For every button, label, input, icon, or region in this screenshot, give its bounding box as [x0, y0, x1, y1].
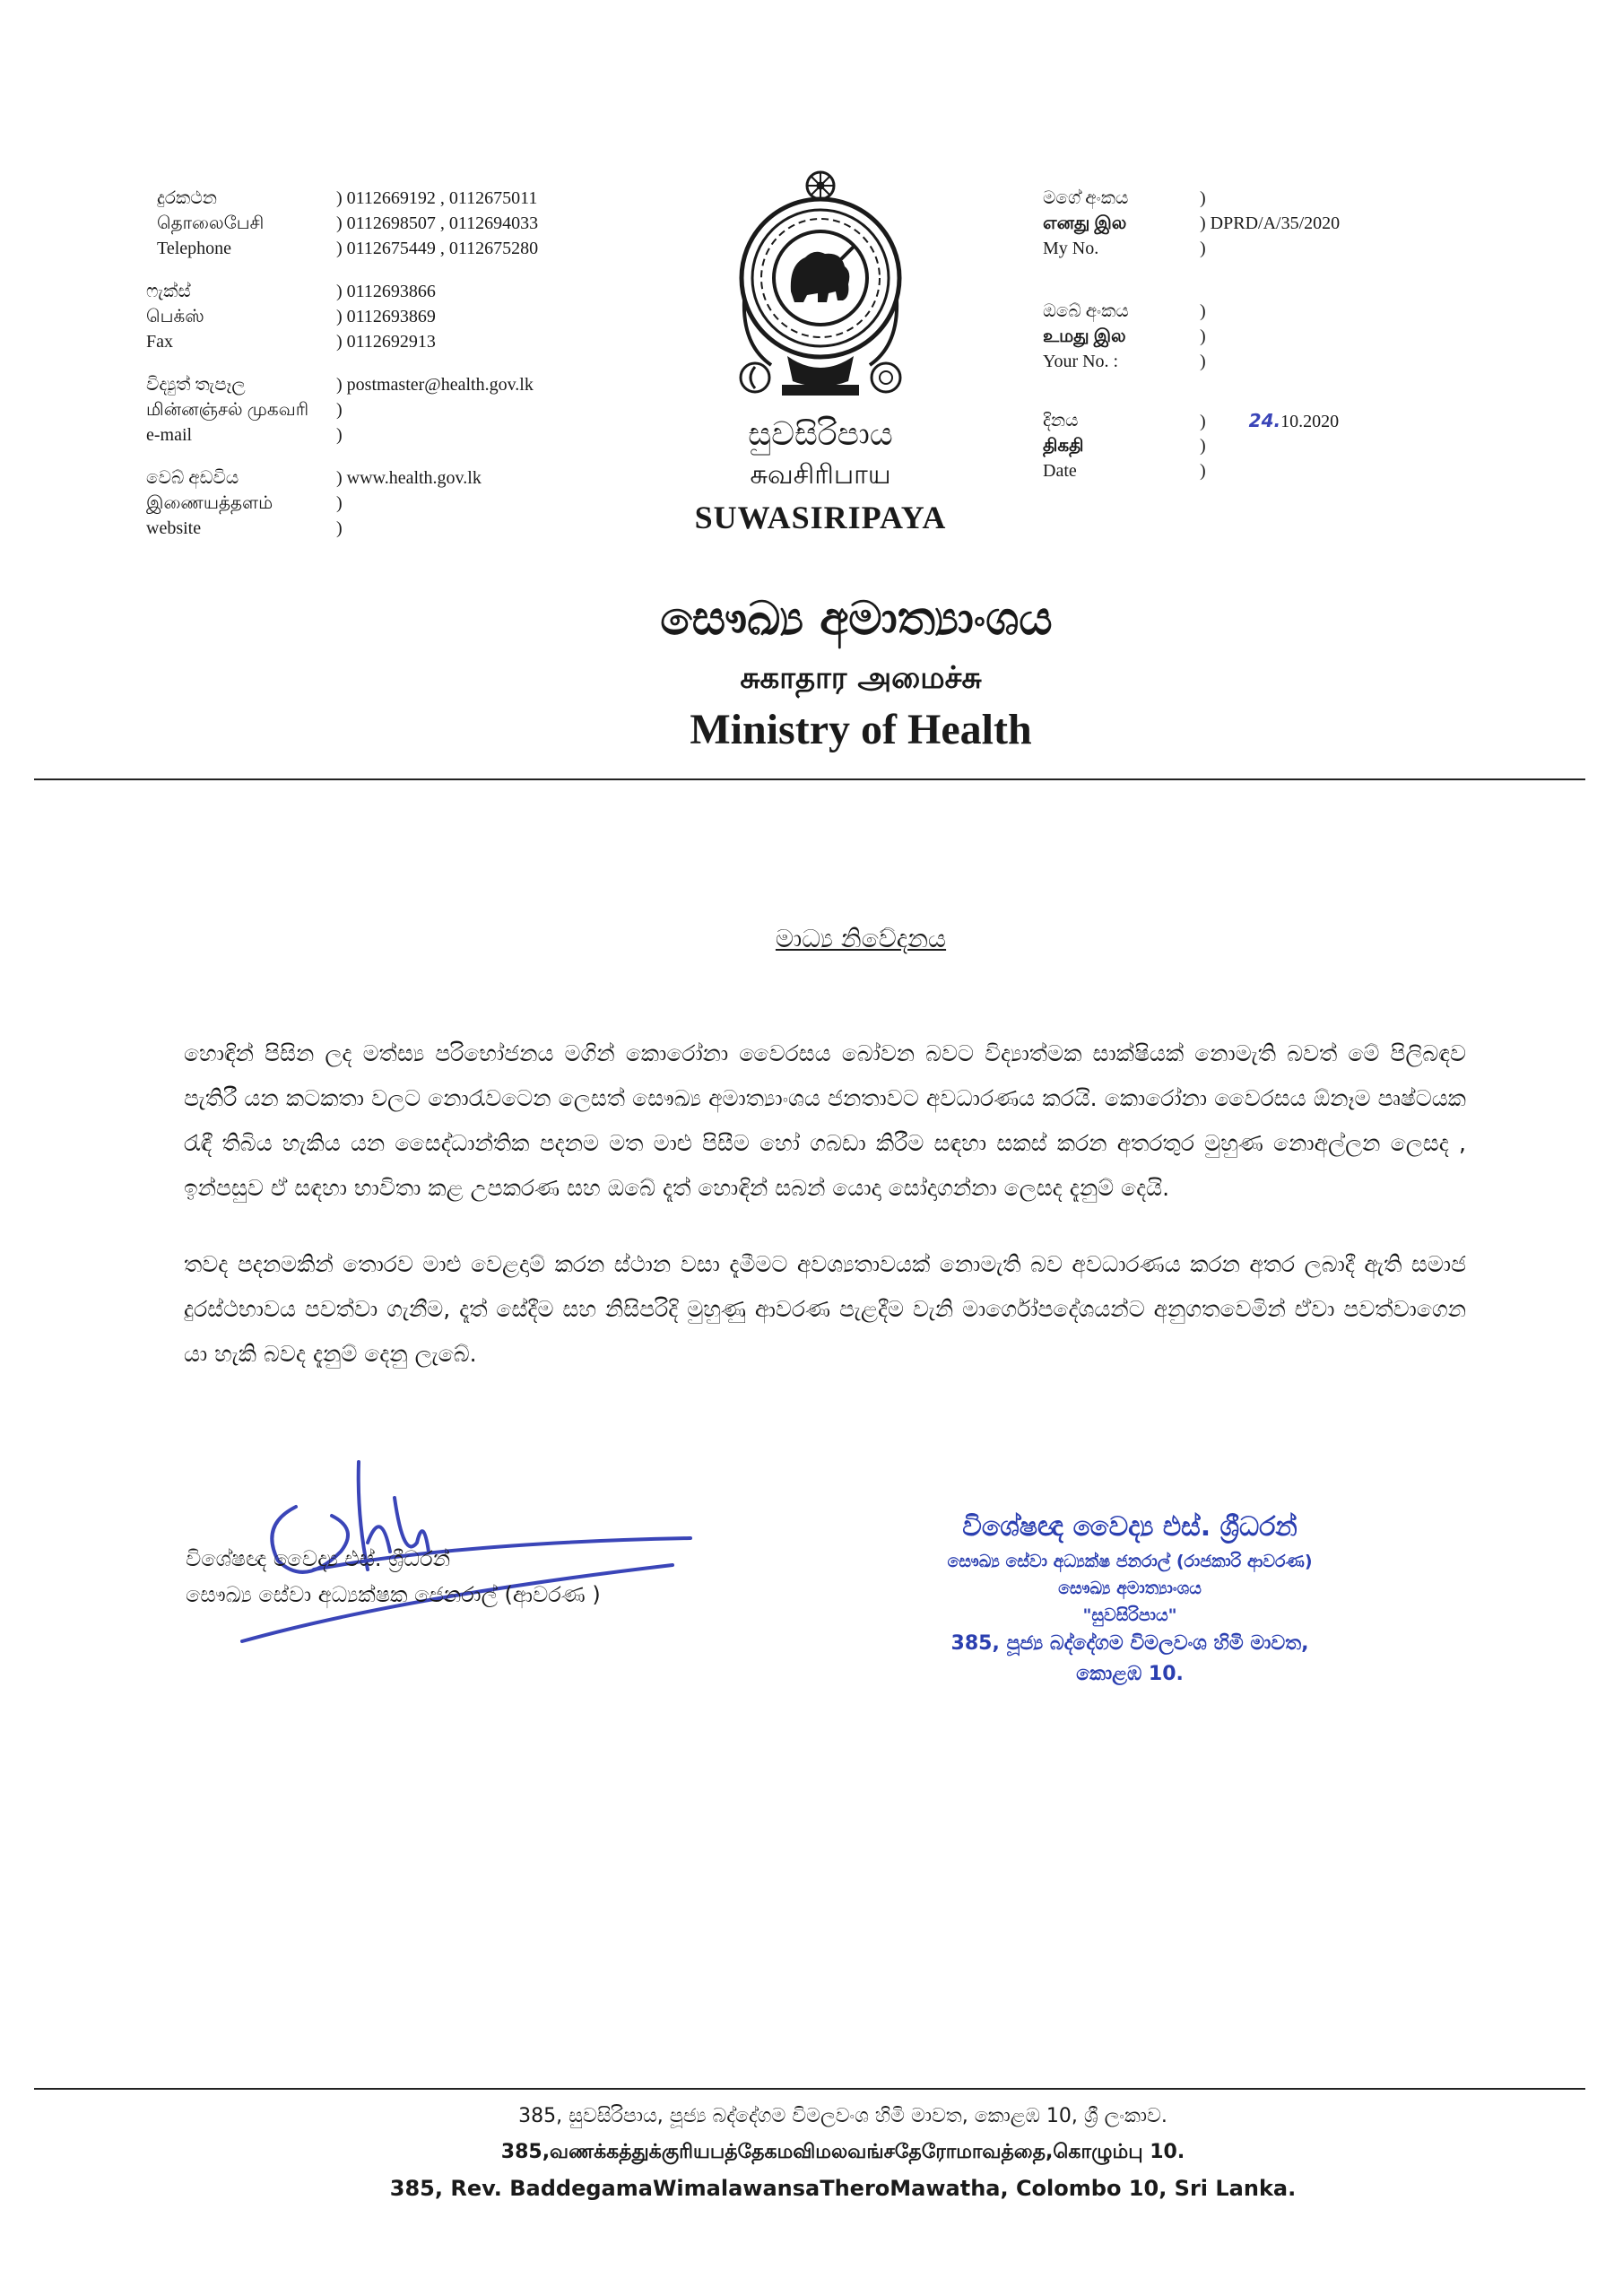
- telephone-label-ta: தொலைபேசி: [157, 213, 265, 233]
- email-group: [146, 372, 648, 448]
- fax-label-en: Fax: [146, 332, 173, 352]
- document-title: මාධ්‍ය නිවේදනය: [775, 924, 947, 953]
- signatory-name: විශේෂඥ වෛද්‍ය එස්. ශ්‍රීධරන්: [186, 1546, 451, 1571]
- your-no-value-2: ): [1200, 326, 1206, 346]
- suwasiripaya-sinhala: සුවසිරිපාය: [748, 416, 893, 453]
- official-stamp: [807, 1507, 1453, 1690]
- my-no-label-ta: எனது இல: [1043, 213, 1127, 233]
- date-handwritten-day: 24.: [1248, 410, 1281, 431]
- my-no-value-1: ): [1200, 188, 1206, 208]
- website-label-ta: இணையத்தளம்: [146, 493, 273, 513]
- fax-value-1: ) 0112693866: [336, 282, 436, 301]
- date-value: [1200, 408, 1419, 433]
- website-label-en: website: [146, 518, 202, 538]
- suwasiripaya-tamil: சுவசிரிபாய: [750, 459, 891, 491]
- date-label-si: දිනය: [1043, 411, 1079, 430]
- stamp-ministry: සෞඛ්‍ය අමාත්‍යාංශය: [1058, 1578, 1202, 1598]
- suwasiripaya-english: SUWASIRIPAYA: [694, 500, 947, 535]
- telephone-value-2: ) 0112698507 , 0112694033: [336, 213, 539, 233]
- telephone-value-1: ) 0112669192 , 0112675011: [336, 188, 538, 208]
- email-value[interactable]: ) postmaster@health.gov.lk: [336, 375, 534, 395]
- your-no-label-en: Your No. :: [1043, 352, 1119, 371]
- date-group: [1043, 408, 1419, 483]
- contact-block: [146, 186, 648, 559]
- telephone-label-si: දුරකථන: [157, 188, 217, 208]
- your-no-value-1: ): [1200, 301, 1206, 321]
- stamp-designation: සෞඛ්‍ය සේවා අධ්‍යක්ෂ ජනරාල් (රාජකාරි ආවරණ): [947, 1552, 1313, 1571]
- paragraph-2: තවද පදනමකින් තොරව මාළු වෙළදාම් කරන ස්ථාන වසා දැමීමට අවශ්‍යතාවයක් නොමැති බව අවධාරණය කරන අතර ලබාදී ඇති සමාජ දුරස්ථභාවය පවත්වා ගැනීම, දෑත් සේදීම සහ නිසිපරිදි මුහුණු ආවරණ පැළදීම වැනි මාර්ගෝපදේශයන්ට අනුගතවෙමින් ඒවා පවත්වාගෙන යා හැකි බවද දැනුම් දෙනු ලැබේ.: [184, 1251, 1466, 1367]
- fax-label-si: ෆැක්ස්: [146, 282, 191, 301]
- date-value-2: ): [1200, 436, 1206, 456]
- my-no-label-si: මගේ අංකය: [1043, 188, 1129, 208]
- paragraph-1: හොඳින් පිසින ලද මත්ස්‍ය පරිභෝජනය මගින් කොරෝනා වෛරසය බෝවන බවට විද්‍යාත්මක සාක්ෂියක් නොමැති බවත් මේ පිලිබඳව පැතිරී යන කටකතා වලට නොරැවටෙන ලෙසත් සෞඛ්‍ය අමාත්‍යාංශය ජනතාවට අවධාරණය කරයි. කොරෝනා වෛරසය ඕනෑම පෘෂ්ටයක රැඳී තිබිය හැකිය යන සෛද්ධාන්තික පදනම මත මාළු පිසීම හෝ ගබඩා කිරීම සඳහා සකස් කරන අතරතුර මුහුණ නොඅල්ලන ලෙසද , ඉන්පසුව ඒ සඳහා භාවිතා කළ උපකරණ සහ ඔබේ දෑත් හොඳින් සබන් යොදා සෝදාගන්නා ලෙසද දැනුම් දෙයි.: [184, 1040, 1466, 1201]
- email-value-2: ): [336, 400, 343, 420]
- date-value-3: ): [1200, 461, 1206, 481]
- fax-label-ta: பெக்ஸ்: [146, 307, 204, 326]
- website-group: [146, 465, 648, 541]
- telephone-group: [146, 186, 648, 261]
- email-label-ta: மின்னஞ்சல் முகவரி: [146, 400, 309, 420]
- my-no-value: ) DPRD/A/35/2020: [1200, 213, 1341, 233]
- header-divider: [34, 778, 1585, 780]
- fax-value-2: ) 0112693869: [336, 307, 436, 326]
- date-paren: ): [1200, 412, 1206, 431]
- fax-value-3: ) 0112692913: [336, 332, 436, 352]
- email-label-si: විද්‍යුත් තැපෑල: [146, 375, 246, 395]
- footer-divider: [34, 2088, 1585, 2090]
- date-label-ta: திகதி: [1043, 436, 1084, 456]
- ministry-english: Ministry of Health: [690, 706, 1032, 753]
- date-rest: 10.2020: [1280, 412, 1340, 431]
- telephone-value-3: ) 0112675449 , 0112675280: [336, 239, 539, 258]
- email-label-en: e-mail: [146, 425, 193, 445]
- your-no-label-ta: உமது இல: [1043, 326, 1126, 346]
- my-no-value-3: ): [1200, 239, 1206, 258]
- your-no-label-si: ඔබේ අංකය: [1043, 301, 1129, 321]
- website-value[interactable]: ) www.health.gov.lk: [336, 468, 482, 488]
- your-no-value-3: ): [1200, 352, 1206, 371]
- website-value-3: ): [336, 518, 343, 538]
- ministry-sinhala: සෞඛ්‍ය අමාත්‍යාංශය: [660, 592, 1053, 646]
- fax-group: [146, 279, 648, 354]
- ministry-tamil: சுகாதார அமைச்சு: [740, 660, 982, 696]
- footer-address-sinhala: 385, සුවසිරිපාය, පූජ්‍ය බද්දේගම විමලවංශ හිමි මාවත, කොළඹ 10, ශ්‍රී ලංකාව.: [518, 2105, 1167, 2127]
- telephone-label-en: Telephone: [157, 239, 232, 258]
- your-no-group: [1043, 299, 1419, 374]
- website-value-2: ): [336, 493, 343, 513]
- footer-address: [0, 2099, 1623, 2206]
- stamp-name: විශේෂඥ වෛද්‍ය එස්. ශ්‍රීධරන්: [962, 1511, 1298, 1543]
- my-no-label-en: My No.: [1043, 239, 1099, 258]
- stamp-address-1: 385, පූජ්‍ය බද්දේගම විමලවංශ හිමි මාවත,: [950, 1632, 1309, 1655]
- emblem-names: [628, 414, 1013, 540]
- reference-block: [1043, 186, 1419, 521]
- stamp-building: "සුවසිරිපාය": [1082, 1605, 1177, 1625]
- date-label-en: Date: [1043, 461, 1077, 481]
- footer-address-english: 385, Rev. BaddegamaWimalawansaTheroMawatha, Colombo 10, Sri Lanka.: [389, 2176, 1297, 2201]
- ministry-title: [0, 583, 1623, 759]
- website-label-si: වෙබ් අඩවිය: [146, 468, 239, 488]
- my-no-group: [1043, 186, 1419, 261]
- sri-lanka-emblem-icon: [735, 166, 906, 417]
- signatory-block: [186, 1541, 813, 1613]
- footer-address-tamil: 385,வணக்கத்துக்குரியபத்தேகமவிமலவங்சதேரோமாவத்தை,கொழும்பு 10.: [500, 2141, 1185, 2163]
- email-value-3: ): [336, 425, 343, 445]
- signatory-title: සෞඛ්‍ය සේවා අධ්‍යක්ෂක ජෙනරාල් (ආවරණ ): [186, 1582, 601, 1607]
- stamp-address-2: කොළඹ 10.: [1076, 1663, 1184, 1685]
